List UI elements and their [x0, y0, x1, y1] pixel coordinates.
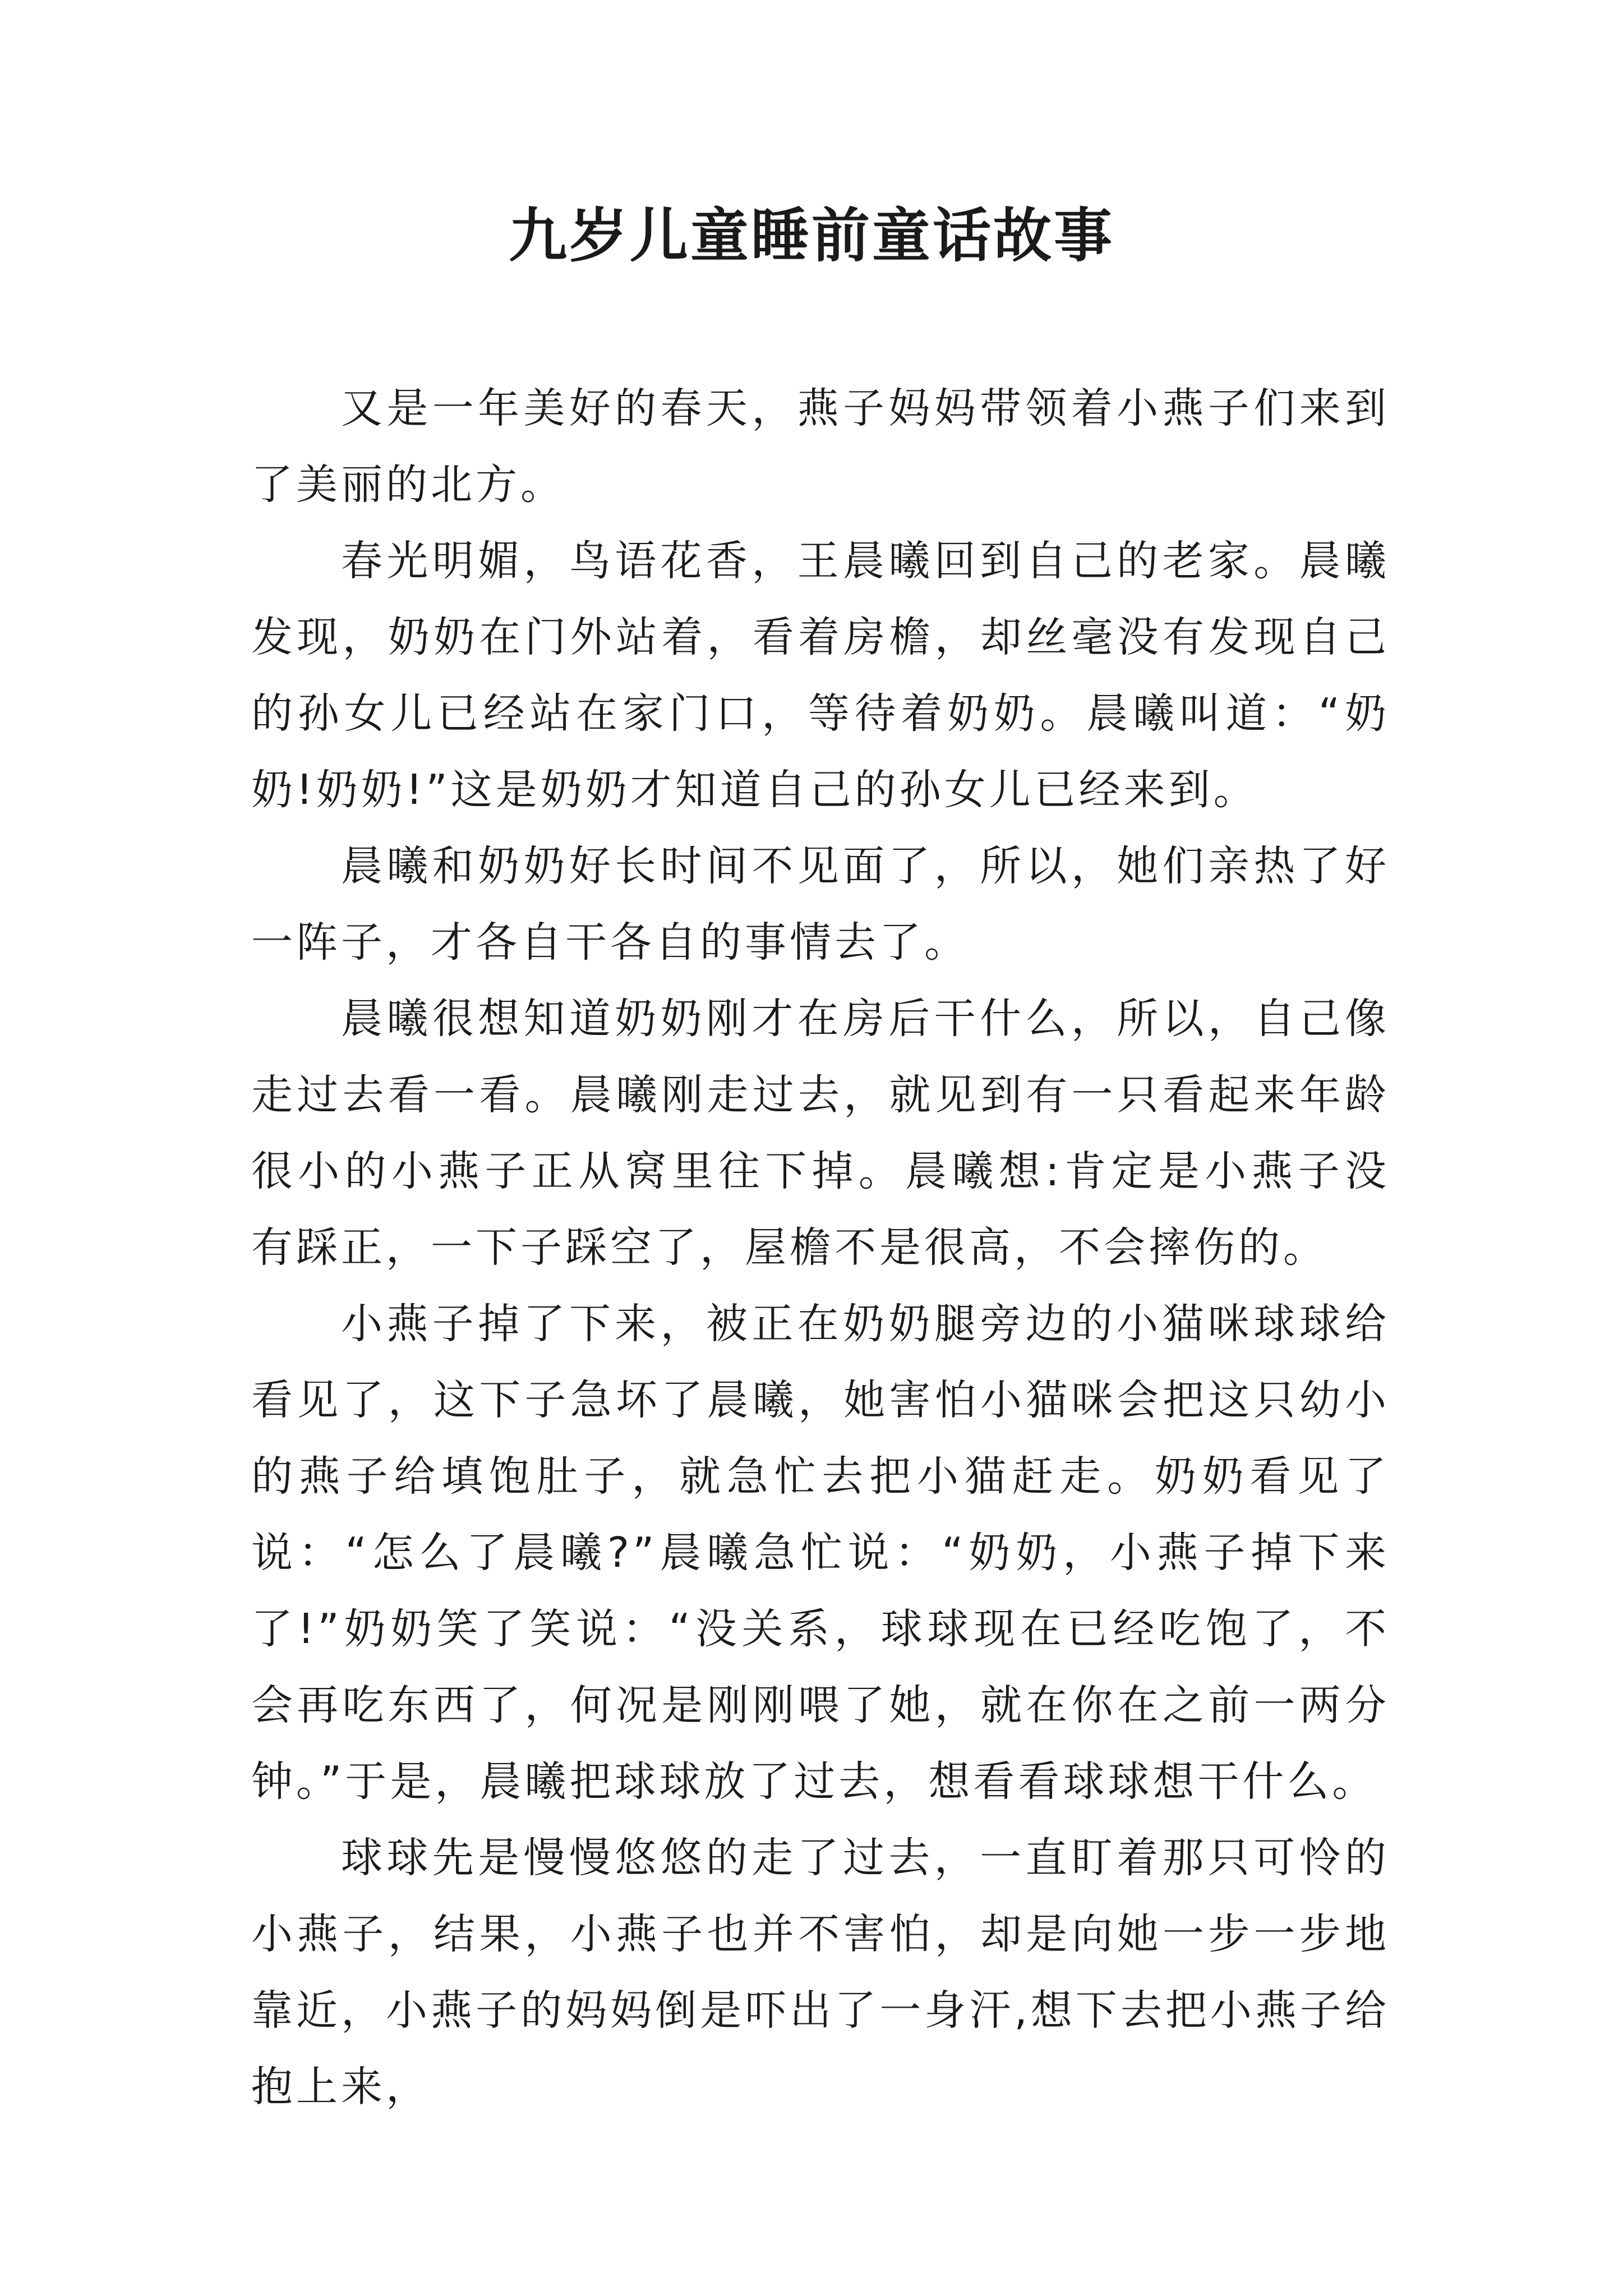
- paragraph: 球球先是慢慢悠悠的走了过去，一直盯着那只可怜的小燕子，结果，小燕子也并不害怕，却是向她一步一步地靠近，小燕子的妈妈倒是吓出了一身汗,想下去把小燕子给抱上来，: [251, 1834, 1390, 2111]
- paragraph: 春光明媚，鸟语花香，王晨曦回到自己的老家。晨曦发现，奶奶在门外站着，看着房檐，却丝毫没有发现自己的孙女儿已经站在家门口，等待着奶奶。晨曦叫道：“奶奶!奶奶!”这是奶奶才知道自己的孙女儿已经来到。: [251, 537, 1390, 814]
- document-title: 九岁儿童睡前童话故事: [508, 201, 1114, 270]
- paragraph: 晨曦和奶奶好长时间不见面了，所以，她们亲热了好一阵子，才各自干各自的事情去了。: [251, 842, 1390, 967]
- paragraph: 小燕子掉了下来，被正在奶奶腿旁边的小猫咪球球给看见了，这下子急坏了晨曦，她害怕小猫咪会把这只幼小的燕子给填饱肚子，就急忙去把小猫赶走。奶奶看见了说：“怎么了晨曦?”晨曦急忙说：“奶奶，小燕子掉下来了!”奶奶笑了笑说：“没关系，球球现在已经吃饱了，不会再吃东西了，何况是刚刚喂了她，就在你在之前一两分钟。”于是，晨曦把球球放了过去，想看看球球想干什么。: [251, 1300, 1390, 1806]
- document-body: [251, 370, 1390, 2125]
- paragraph: 晨曦很想知道奶奶刚才在房后干什么，所以，自己像走过去看一看。晨曦刚走过去，就见到有一只看起来年龄很小的小燕子正从窝里往下掉。晨曦想:肯定是小燕子没有踩正，一下子踩空了，屋檐不是很高，不会摔伤的。: [251, 995, 1390, 1272]
- paragraph: 又是一年美好的春天，燕子妈妈带领着小燕子们来到了美丽的北方。: [251, 384, 1390, 509]
